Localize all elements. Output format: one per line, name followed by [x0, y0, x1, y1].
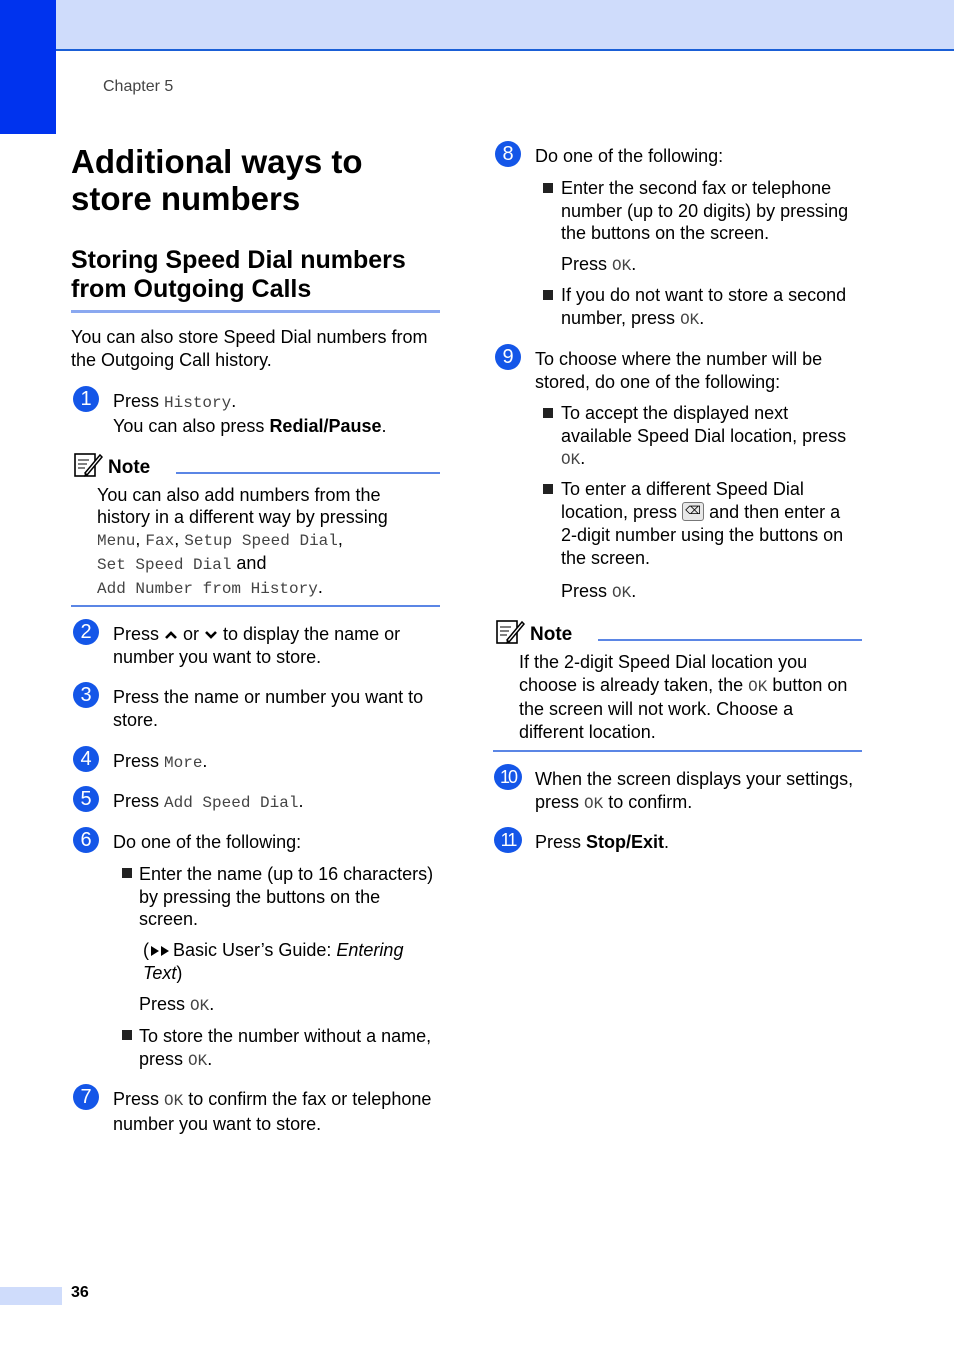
step-6-reference: ( Basic User’s Guide: Entering Text)	[143, 940, 404, 983]
step-number-8: 8	[495, 141, 521, 167]
step-4-text: Press More.	[113, 751, 208, 772]
chevron-up-icon	[164, 630, 178, 640]
bullet-square-icon	[543, 290, 553, 300]
pencil-note-icon	[73, 451, 103, 479]
step-9-option-2: To enter a different Speed Dial location, press ⌫ and then enter a 2-digit number using the buttons on the screen.	[561, 479, 844, 568]
step-number-9: 9	[495, 344, 521, 370]
chapter-tab	[0, 0, 56, 134]
step-6-text: Do one of the following:	[113, 832, 302, 852]
step-6-press-ok: Press OK.	[139, 994, 215, 1015]
step-number-5: 5	[73, 786, 99, 812]
step-number-11: 11	[494, 827, 522, 853]
note-2-text: If the 2-digit Speed Dial location you choose is already taken, the OK button on the screen will not work. Choose a different location.	[519, 652, 848, 742]
step-8-option-1: Enter the second fax or telephone number (up to 20 digits) by pressing the buttons on the screen.	[561, 178, 849, 243]
bullet-square-icon	[543, 408, 553, 418]
step-6-option-2: To store the number without a name, press OK.	[139, 1026, 432, 1070]
backspace-key-icon: ⌫	[682, 502, 704, 521]
step-2-text: Press or to display the name or number you want to store.	[113, 624, 401, 667]
step-10-text: When the screen displays your settings, press OK to confirm.	[535, 769, 854, 813]
note-2-title: Note	[530, 624, 573, 645]
bullet-square-icon	[543, 183, 553, 193]
double-arrow-icon	[149, 945, 173, 957]
step-9-text: To choose where the number will be stored, do one of the following:	[535, 349, 823, 392]
step-9-option-1: To accept the displayed next available Speed Dial location, press OK.	[561, 403, 847, 469]
intro-text: You can also store Speed Dial numbers from the Outgoing Call history.	[71, 327, 428, 370]
chevron-down-icon	[204, 630, 218, 640]
note-1-text: You can also add numbers from the history in a different way by pressing Menu, Fax, Setup Speed Dial, Set Speed Dial and Add Number from History.	[97, 485, 388, 598]
step-5-text: Press Add Speed Dial.	[113, 791, 304, 812]
page-title: Additional ways to store numbers	[71, 143, 363, 217]
section-rule	[71, 310, 440, 313]
step-number-2: 2	[73, 619, 99, 645]
step-number-3: 3	[73, 682, 99, 708]
note-2-bottom-rule	[493, 750, 862, 752]
bullet-square-icon	[543, 484, 553, 494]
step-number-4: 4	[73, 746, 99, 772]
step-number-6: 6	[73, 827, 99, 853]
page-number: 36	[71, 1284, 89, 1301]
header-band	[56, 0, 954, 51]
chapter-label: Chapter 5	[103, 78, 174, 95]
pencil-note-icon	[495, 618, 525, 646]
bullet-square-icon	[122, 868, 132, 878]
step-number-1: 1	[73, 386, 99, 412]
step-number-7: 7	[73, 1084, 99, 1110]
step-9-press-ok: Press OK.	[561, 581, 637, 602]
page-number-tab	[0, 1287, 62, 1305]
step-8-press-ok: Press OK.	[561, 254, 637, 275]
step-6-option-1: Enter the name (up to 16 characters) by pressing the buttons on the screen.	[139, 864, 434, 929]
step-11-text: Press Stop/Exit.	[535, 832, 670, 852]
step-8-text: Do one of the following:	[535, 146, 724, 166]
step-number-10: 10	[494, 764, 522, 790]
note-1-rule	[176, 472, 440, 474]
step-1-text: Press History. You can also press Redial/Pause.	[113, 391, 387, 436]
note-1-title: Note	[108, 457, 151, 478]
step-3-text: Press the name or number you want to store.	[113, 687, 424, 730]
note-1-bottom-rule	[71, 605, 440, 607]
step-7-text: Press OK to confirm the fax or telephone number you want to store.	[113, 1089, 432, 1134]
step-8-option-2: If you do not want to store a second number, press OK.	[561, 285, 847, 329]
note-2-rule	[598, 639, 862, 641]
bullet-square-icon	[122, 1030, 132, 1040]
section-title: Storing Speed Dial numbers from Outgoing Calls	[71, 246, 406, 303]
